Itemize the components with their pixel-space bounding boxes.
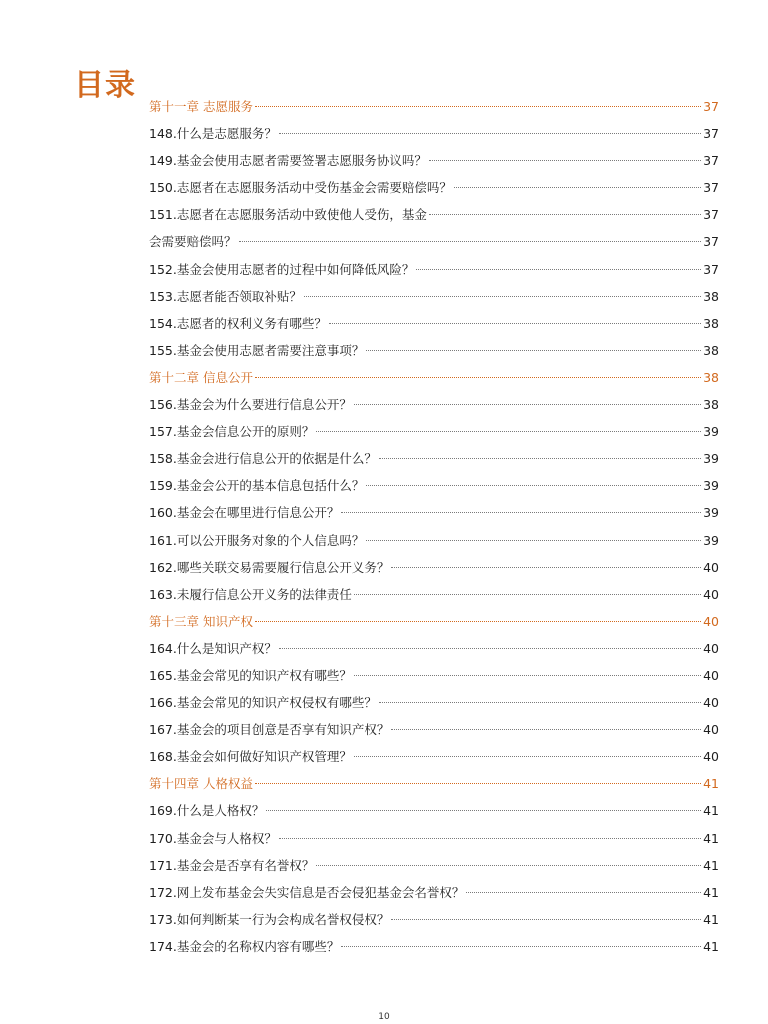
toc-entry[interactable]: [149, 418, 719, 445]
toc-entry[interactable]: [149, 879, 719, 906]
dot-leader: [304, 296, 701, 297]
toc-entry[interactable]: [149, 689, 719, 716]
dot-leader: [366, 485, 701, 486]
toc-entry[interactable]: [149, 120, 719, 147]
toc-entry-label: 172.网上发布基金会失实信息是否会侵犯基金会名誉权？: [149, 884, 465, 900]
toc-chapter-entry[interactable]: [149, 93, 719, 120]
page-title: 目录: [74, 68, 136, 103]
toc-entry-label: 160.基金会在哪里进行信息公开？: [149, 505, 340, 521]
toc-entry-page: 40: [703, 749, 719, 765]
toc-entry-label: 157.基金会信息公开的原则？: [149, 424, 315, 440]
dot-leader: [454, 187, 701, 188]
toc-entry[interactable]: [149, 716, 719, 743]
toc-entry-label: 163.未履行信息公开义务的法律责任: [149, 586, 352, 602]
toc-entry-page: 39: [703, 505, 719, 521]
toc-entry-page: 40: [703, 640, 719, 656]
toc-entry[interactable]: [149, 499, 719, 526]
dot-leader: [391, 567, 701, 568]
toc-entry[interactable]: [149, 228, 719, 255]
toc-entry-label: 156.基金会为什么要进行信息公开？: [149, 397, 352, 413]
toc-entry-page: 37: [703, 180, 719, 196]
toc-entry-page: 39: [703, 532, 719, 548]
dot-leader: [429, 160, 701, 161]
toc-entry-label: 第十四章 人格权益: [149, 776, 253, 792]
dot-leader: [279, 648, 701, 649]
toc-entry-page: 37: [703, 261, 719, 277]
dot-leader: [366, 350, 701, 351]
dot-leader: [416, 269, 701, 270]
toc-entry[interactable]: [149, 310, 719, 337]
toc-entry[interactable]: [149, 906, 719, 933]
toc-entry-page: 37: [703, 126, 719, 142]
toc-entry-page: 41: [703, 884, 719, 900]
toc-entry-page: 38: [703, 315, 719, 331]
dot-leader: [255, 783, 701, 784]
toc-entry-label: 173.如何判断某一行为会构成名誉权侵权？: [149, 911, 390, 927]
toc-entry[interactable]: [149, 581, 719, 608]
toc-entry[interactable]: [149, 201, 719, 228]
toc-entry-page: 41: [703, 776, 719, 792]
toc-entry-page: 40: [703, 613, 719, 629]
dot-leader: [255, 621, 701, 622]
toc-entry[interactable]: [149, 337, 719, 364]
toc-entry[interactable]: [149, 554, 719, 581]
toc-entry-page: 40: [703, 586, 719, 602]
dot-leader: [391, 729, 701, 730]
toc-entry[interactable]: [149, 743, 719, 770]
dot-leader: [379, 458, 701, 459]
toc-entry-page: 41: [703, 938, 719, 954]
toc-entry-label: 162.哪些关联交易需要履行信息公开义务？: [149, 559, 390, 575]
toc-entry-label: 151.志愿者在志愿服务活动中致使他人受伤，基金: [149, 207, 427, 223]
toc-entry-label: 第十二章 信息公开: [149, 369, 253, 385]
dot-leader: [341, 512, 701, 513]
dot-leader: [316, 431, 701, 432]
dot-leader: [266, 810, 701, 811]
dot-leader: [379, 702, 701, 703]
toc-entry-label: 161.可以公开服务对象的个人信息吗？: [149, 532, 365, 548]
toc-entry-page: 38: [703, 397, 719, 413]
toc-entry[interactable]: [149, 256, 719, 283]
toc-entry-label: 171.基金会是否享有名誉权？: [149, 857, 315, 873]
toc-entry-page: 39: [703, 451, 719, 467]
toc-entry-page: 37: [703, 99, 719, 114]
dot-leader: [466, 892, 701, 893]
toc-entry-label: 会需要赔偿吗？: [149, 234, 237, 250]
dot-leader: [255, 106, 701, 107]
toc-entry-label: 170.基金会与人格权？: [149, 830, 277, 846]
toc-entry-label: 158.基金会进行信息公开的依据是什么？: [149, 451, 377, 467]
toc-entry[interactable]: [149, 472, 719, 499]
toc-entry-page: 39: [703, 424, 719, 440]
toc-entry-page: 40: [703, 722, 719, 738]
dot-leader: [329, 323, 701, 324]
table-of-contents: [149, 93, 719, 960]
toc-entry-page: 38: [703, 369, 719, 385]
toc-entry[interactable]: [149, 797, 719, 824]
toc-entry[interactable]: [149, 662, 719, 689]
toc-entry[interactable]: [149, 527, 719, 554]
toc-entry-label: 154.志愿者的权利义务有哪些？: [149, 315, 327, 331]
toc-entry[interactable]: [149, 174, 719, 201]
toc-entry-page: 38: [703, 342, 719, 358]
toc-entry-label: 159.基金会公开的基本信息包括什么？: [149, 478, 365, 494]
toc-entry-label: 148.什么是志愿服务？: [149, 126, 277, 142]
toc-entry-page: 40: [703, 559, 719, 575]
toc-entry[interactable]: [149, 283, 719, 310]
toc-entry[interactable]: [149, 825, 719, 852]
toc-entry-page: 41: [703, 830, 719, 846]
toc-entry-label: 168.基金会如何做好知识产权管理？: [149, 749, 352, 765]
toc-entry-page: 40: [703, 667, 719, 683]
toc-entry-label: 152.基金会使用志愿者的过程中如何降低风险？: [149, 261, 415, 277]
toc-entry-page: 41: [703, 803, 719, 819]
toc-entry-label: 164.什么是知识产权？: [149, 640, 277, 656]
toc-entry-page: 41: [703, 857, 719, 873]
toc-entry-label: 153.志愿者能否领取补贴？: [149, 288, 302, 304]
toc-entry[interactable]: [149, 933, 719, 960]
toc-entry-page: 39: [703, 478, 719, 494]
toc-entry-page: 41: [703, 911, 719, 927]
dot-leader: [354, 594, 701, 595]
toc-chapter-entry[interactable]: [149, 770, 719, 797]
toc-entry[interactable]: [149, 147, 719, 174]
dot-leader: [391, 919, 701, 920]
toc-entry-label: 第十三章 知识产权: [149, 613, 253, 629]
dot-leader: [255, 377, 701, 378]
toc-entry-label: 149.基金会使用志愿者需要签署志愿服务协议吗？: [149, 153, 427, 169]
page-number: 10: [378, 1012, 390, 1022]
toc-entry-label: 166.基金会常见的知识产权侵权有哪些？: [149, 695, 377, 711]
toc-entry-label: 174.基金会的名称权内容有哪些？: [149, 938, 340, 954]
dot-leader: [366, 540, 701, 541]
toc-entry[interactable]: [149, 445, 719, 472]
dot-leader: [316, 865, 701, 866]
toc-entry-page: 40: [703, 695, 719, 711]
toc-entry-label: 第十一章 志愿服务: [149, 99, 253, 114]
toc-entry[interactable]: [149, 635, 719, 662]
toc-entry-label: 150.志愿者在志愿服务活动中受伤基金会需要赔偿吗？: [149, 180, 452, 196]
toc-entry-page: 37: [703, 207, 719, 223]
toc-chapter-entry[interactable]: [149, 364, 719, 391]
toc-entry-label: 155.基金会使用志愿者需要注意事项？: [149, 342, 365, 358]
toc-entry-label: 169.什么是人格权？: [149, 803, 265, 819]
dot-leader: [239, 241, 702, 242]
dot-leader: [279, 838, 701, 839]
toc-entry[interactable]: [149, 391, 719, 418]
dot-leader: [279, 133, 701, 134]
toc-entry-page: 38: [703, 288, 719, 304]
toc-chapter-entry[interactable]: [149, 608, 719, 635]
toc-entry-page: 37: [703, 153, 719, 169]
toc-entry[interactable]: [149, 852, 719, 879]
toc-entry-page: 37: [703, 234, 719, 250]
dot-leader: [354, 756, 701, 757]
dot-leader: [354, 404, 701, 405]
toc-entry-label: 167.基金会的项目创意是否享有知识产权？: [149, 722, 390, 738]
dot-leader: [354, 675, 701, 676]
dot-leader: [341, 946, 701, 947]
dot-leader: [429, 214, 701, 215]
toc-entry-label: 165.基金会常见的知识产权有哪些？: [149, 667, 352, 683]
